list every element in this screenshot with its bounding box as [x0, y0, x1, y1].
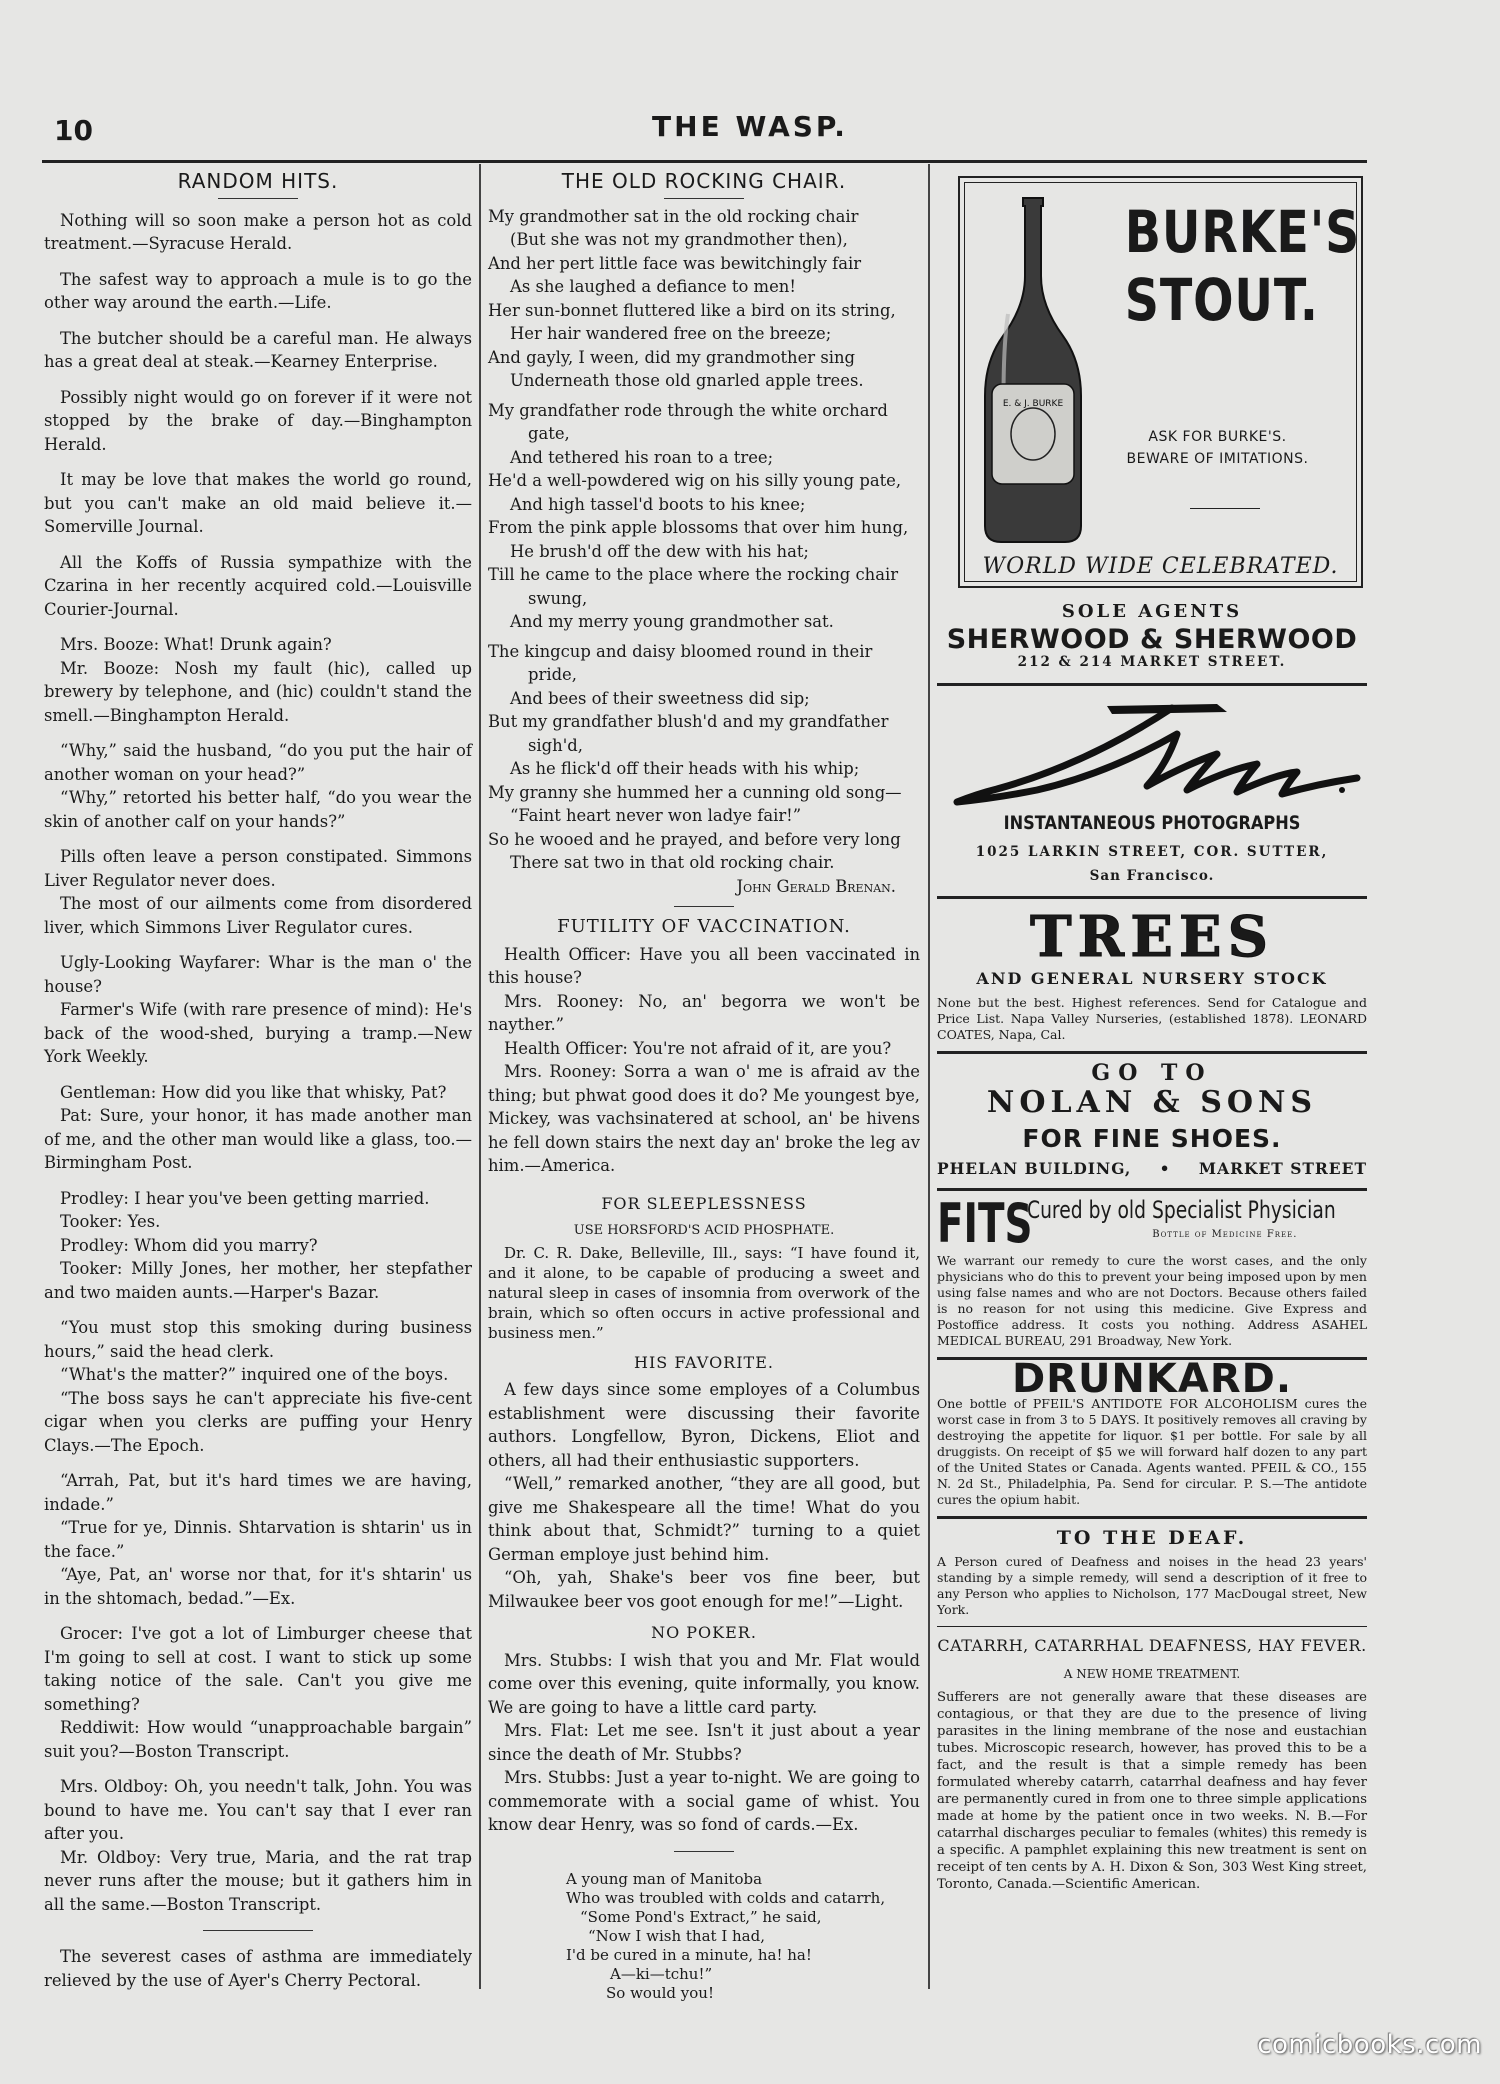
poem-line: He brush'd off the dew with his hat;	[510, 541, 809, 561]
poem-line: And gayly, I ween, did my grandmother sing	[488, 347, 856, 367]
divider	[937, 1626, 1367, 1627]
dialogue-line: Mrs. Flat: Let me see. Isn't it just about a year since the death of Mr. Stubbs?	[488, 1721, 920, 1764]
joke: Nothing will so soon make a person hot as cold treatment.—Syracuse Herald.	[44, 210, 472, 253]
page-number: 10	[54, 114, 93, 147]
dialogue-line: Mrs. Stubbs: Just a year to-night. We are going to commemorate with a social game of whist. You know dear Henry, was so fond of cards.—Ex.	[488, 1768, 920, 1834]
burke-beware-line: BEWARE OF IMITATIONS.	[1126, 451, 1309, 467]
limerick	[488, 1870, 920, 2003]
divider	[674, 906, 734, 907]
favorite-heading: HIS FAVORITE.	[634, 1352, 774, 1372]
watermark: comicbooks.com	[1257, 2030, 1482, 2060]
divider	[937, 1051, 1367, 1054]
poem-line: But my grandfather blush'd and my grandfather	[488, 712, 889, 731]
favorite-para: “Well,” remarked another, “they are all good, but give me Shakespeare all the time! What do you think about that, Schmidt?” turning to a quiet German employe just behind him.	[488, 1474, 920, 1564]
fits-body: We warrant our remedy to cure the worst cases, and the only physicians who do this to prevent your being imposed upon by men using false names and who are not Doctors. Because others failed is no reason for not using this medicine. Give Express and Postoffice address. It costs you nothing. Address ASAHEL MEDICAL BUREAU, 291 Broadway, New York.	[937, 1253, 1367, 1348]
joke-line: Pills often leave a person constipated. Simmons Liver Regulator never does.	[44, 847, 472, 890]
limerick-line: I'd be cured in a minute, ha! ha!	[566, 1945, 812, 1964]
poem-line: And tethered his roan to a tree;	[510, 447, 774, 467]
favorite-para: “Oh, yah, Shake's beer vos fine beer, but Milwaukee beer vos goot enough for me!”—Light.	[488, 1568, 920, 1611]
divider	[674, 1851, 734, 1852]
sherwood-address: 212 & 214 MARKET STREET.	[1017, 654, 1287, 670]
poem-line: Underneath those old gnarled apple trees.	[510, 371, 864, 390]
poem-line: My grandfather rode through the white orchard	[488, 400, 888, 420]
limerick-line: “Some Pond's Extract,” he said,	[580, 1907, 822, 1926]
thors-signature-logo	[937, 694, 1367, 812]
drunkard-body: One bottle of PFEIL'S ANTIDOTE FOR ALCOHOLISM cures the worst case in from 3 to 5 DAYS. It positively removes all craving by destroying the appetite for liquor. $1 per bottle. For sale by all druggists. On receipt of $5 we will forward half dozen to any part of the United States or Canada. Agents wanted. PFEIL & CO., 155 N. 2d St., Philadelphia, Pa. Send for circular. P. S.—The antidote cures the opium habit.	[937, 1395, 1367, 1507]
limerick-line: A—ki—tchu!”	[610, 1964, 713, 1983]
poem-line: swung,	[528, 588, 588, 608]
poem-line: There sat two in that old rocking chair.	[510, 853, 835, 872]
joke-line: Farmer's Wife (with rare presence of mind): He's back of the wood-shed, burying a tramp.—New York Weekly.	[44, 1000, 472, 1066]
deaf-title: TO THE DEAF.	[1056, 1526, 1248, 1549]
poem-line: Her hair wandered free on the breeze;	[510, 324, 832, 343]
joke: It may be love that makes the world go round, but you can't make an old maid believe it.—Somerville Journal.	[44, 470, 472, 536]
trees-body: None but the best. Highest references. Send for Catalogue and Price List. Napa Valley Nurseries, (established 1878). LEONARD COATES, Napa, Cal.	[937, 994, 1367, 1042]
masthead-title: THE WASP.	[652, 110, 848, 143]
poem-line: Her sun-bonnet fluttered like a bird on its string,	[488, 300, 896, 320]
joke-line: “You must stop this smoking during business hours,” said the head clerk.	[44, 1318, 472, 1361]
joke-line: Ugly-Looking Wayfarer: Whar is the man o' the house?	[44, 953, 472, 996]
catarrh-body: Sufferers are not generally aware that these diseases are contagious, or that they are due to the presence of living parasites in the lining membrane of the nose and eustachian tubes. Microscopic research, however, has proved this to be a fact, and the result is that a simple remedy has been formulated whereby catarrh, catarrhal deafness and hay fever are permanently cured in from one to three simple applications made at home by the patient once in two weeks. N. B.—For catarrhal discharges peculiar to females (whites) this remedy is a specific. A pamphlet explaining this new treatment is sent on receipt of ten cents by A. H. Dixon & Son, 303 West King street, Toronto, Canada.—Scientific American.	[937, 1689, 1367, 1892]
joke-line: Tooker: Yes.	[60, 1212, 161, 1231]
burke-title-line: STOUT.	[1124, 266, 1319, 334]
fits-title: FITS	[937, 1192, 1033, 1255]
poem-line: And high tassel'd boots to his knee;	[510, 494, 806, 514]
deaf-body: A Person cured of Deafness and noises in the head 23 years' standing by a simple remedy, will send a description of it free to any Person who applies to Nicholson, 177 MacDougal street, New York.	[937, 1554, 1367, 1617]
poem-line: As she laughed a defiance to men!	[510, 277, 796, 296]
fits-bottle: Bottle of Medicine Free.	[1152, 1228, 1298, 1240]
thors-address: 1025 LARKIN STREET, COR. SUTTER,	[975, 844, 1329, 860]
burkes-stout-ad	[958, 176, 1363, 588]
poem-stanza	[488, 205, 920, 393]
thors-signature-icon	[937, 694, 1367, 812]
favorite-para: A few days since some employes of a Columbus establishment were discussing their favorite authors. Longfellow, Byron, Dickens, Eliot and others, all had their enthusiastic supporters.	[488, 1380, 920, 1470]
poem-line: As he flick'd off their heads with his whip;	[510, 759, 860, 778]
joke-line: “Arrah, Pat, but it's hard times we are having, indade.”	[44, 1471, 472, 1514]
column-poems	[488, 168, 920, 2084]
thors-city: San Francisco.	[1089, 867, 1215, 884]
divider	[937, 683, 1367, 686]
nolan-goto: GO TO	[1091, 1059, 1213, 1086]
joke-line: “Aye, Pat, an' worse nor that, for it's shtarin' us in the shtomach, bedad.”—Ex.	[44, 1565, 472, 1608]
stout-bottle-icon	[978, 194, 1088, 544]
burke-world-wide: WORLD WIDE CELEBRATED.	[982, 553, 1339, 579]
limerick-line: Who was troubled with colds and catarrh,	[566, 1888, 886, 1907]
poem-author: John Gerald Brenan.	[736, 876, 896, 896]
joke: All the Koffs of Russia sympathize with the Czarina in her recently acquired cold.—Louisville Courier-Journal.	[44, 552, 472, 619]
joke-line: “Why,” said the husband, “do you put the hair of another woman on your head?”	[44, 741, 472, 784]
top-rule	[42, 160, 1367, 163]
poem-line: gate,	[528, 424, 570, 443]
limerick-line: So would you!	[606, 1983, 714, 2002]
thors-tagline: INSTANTANEOUS PHOTOGRAPHS	[1003, 811, 1301, 834]
dialogue-line: Mrs. Rooney: Sorra a wan o' me is afraid av the thing; but phwat good does it do? Me youngest bye, Mickey, was vachsinatered at school, an' be hivens he fell down stairs the next day an' broke the leg av him.—America.	[488, 1062, 920, 1175]
burke-ask-line: ASK FOR BURKE'S.	[1148, 429, 1287, 445]
poem-line: sigh'd,	[528, 735, 583, 755]
burke-title-line: BURKE'S	[1124, 198, 1361, 266]
poem-stanza	[488, 640, 920, 875]
fits-ad	[937, 1192, 1367, 1255]
drunkard-title: DRUNKARD.	[1011, 1356, 1293, 1402]
poem-line: And my merry young grandmother sat.	[510, 612, 834, 631]
trees-subtitle: AND GENERAL NURSERY STOCK	[976, 969, 1328, 988]
divider	[937, 896, 1367, 899]
fits-cured: Cured by old Specialist Physician	[1027, 1196, 1336, 1224]
vaccination-heading: FUTILITY OF VACCINATION.	[557, 916, 851, 937]
joke-line: “True for ye, Dinnis. Shtarvation is shtarin' us in the face.”	[44, 1518, 472, 1561]
joke-line: Mrs. Oldboy: Oh, you needn't talk, John. You was bound to have me. You can't say that I ever ran after you.	[44, 1777, 472, 1843]
catarrh-title: CATARRH, CATARRHAL DEAFNESS, HAY FEVER.	[937, 1636, 1367, 1655]
bottle-label: E. & J. BURKE	[1002, 399, 1064, 409]
joke-line: Pat: Sure, your honor, it has made another man of me, and the other man would like a glass, too.—Birmingham Post.	[44, 1106, 472, 1172]
sleeplessness-subheading: USE HORSFORD'S ACID PHOSPHATE.	[573, 1223, 835, 1238]
sole-agents: SOLE AGENTS	[1061, 601, 1243, 622]
dialogue-line: Mrs. Rooney: No, an' begorra we won't be nayther.”	[488, 991, 920, 1034]
limerick-line: “Now I wish that I had,	[588, 1926, 765, 1945]
joke-line: Tooker: Milly Jones, her mother, her stepfather and two maiden aunts.—Harper's Bazar.	[44, 1259, 472, 1302]
poem-line: He'd a well-powdered wig on his silly young pate,	[488, 471, 902, 490]
dialogue-line: Health Officer: Have you all been vaccinated in this house?	[488, 944, 920, 987]
dialogue-line: Mrs. Stubbs: I wish that you and Mr. Flat would come over this evening, quite informally, you know. We are going to have a little card party.	[488, 1650, 920, 1717]
rocking-chair-heading: THE OLD ROCKING CHAIR.	[561, 169, 847, 193]
poem-line: pride,	[528, 665, 577, 684]
burke-ask	[1105, 426, 1330, 470]
nolan-street: MARKET STREET	[1198, 1158, 1367, 1178]
column-advertisements	[937, 168, 1367, 2084]
joke-line: “What's the matter?” inquired one of the boys.	[60, 1365, 449, 1384]
joke-line: “Why,” retorted his better half, “do you wear the skin of another calf on your hands?”	[44, 788, 472, 831]
joke-line: Grocer: I've got a lot of Limburger cheese that I'm going to sell at cost. I want to stick up some taking notice of the sale. Can't you give me something?	[44, 1624, 472, 1714]
poem-line: My granny she hummed her a cunning old song—	[488, 782, 902, 802]
joke: The safest way to approach a mule is to go the other way around the earth.—Life.	[44, 269, 472, 312]
no-poker-heading: NO POKER.	[651, 1623, 757, 1642]
trees-title: TREES	[1029, 904, 1275, 970]
nolan-shoes: FOR FINE SHOES.	[1022, 1124, 1282, 1153]
joke-line: Prodley: I hear you've been getting married.	[60, 1188, 430, 1208]
asthma-ad: The severest cases of asthma are immediately relieved by the use of Ayer's Cherry Pectoral.	[44, 1947, 472, 1990]
joke-line: Mrs. Booze: What! Drunk again?	[60, 635, 332, 654]
column-random-hits	[44, 168, 472, 2084]
joke-line: Mr. Oldboy: Very true, Maria, and the rat trap never runs after the mouse; but it gathers him in all the same.—Boston Transcript.	[44, 1847, 472, 1914]
sleeplessness-heading: FOR SLEEPLESSNESS	[601, 1193, 807, 1213]
poem-line: “Faint heart never won ladye fair!”	[510, 806, 802, 825]
nolan-building: PHELAN BUILDING,	[937, 1158, 1132, 1178]
joke-line: The most of our ailments come from disordered liver, which Simmons Liver Regulator cures.	[44, 894, 472, 937]
joke: The butcher should be a careful man. He always has a great deal at steak.—Kearney Enterprise.	[44, 328, 472, 371]
nolan-name: NOLAN & SONS	[986, 1085, 1318, 1120]
column-divider	[928, 164, 930, 1989]
poem-line: So he wooed and he prayed, and before very long	[488, 829, 901, 849]
joke-line: Mr. Booze: Nosh my fault (hic), called up brewery by telephone, and (hic) couldn't stand the smell.—Binghampton Herald.	[44, 658, 472, 725]
joke-line: Gentleman: How did you like that whisky, Pat?	[60, 1082, 447, 1102]
poem-line: (But she was not my grandmother then),	[510, 230, 848, 249]
poem-line: My grandmother sat in the old rocking chair	[488, 206, 859, 226]
joke-line: Prodley: Whom did you marry?	[60, 1235, 318, 1255]
divider	[218, 198, 298, 199]
poem-line: Till he came to the place where the rocking chair	[488, 565, 899, 584]
sherwood-name: SHERWOOD & SHERWOOD	[946, 623, 1358, 655]
poem-line: The kingcup and daisy bloomed round in their	[488, 641, 873, 661]
random-hits-heading: RANDOM HITS.	[177, 169, 339, 193]
divider	[937, 1188, 1367, 1191]
divider	[203, 1930, 313, 1931]
divider	[937, 1516, 1367, 1519]
dialogue-line: Health Officer: You're not afraid of it, are you?	[504, 1038, 892, 1058]
joke: Possibly night would go on forever if it were not stopped by the brake of day.—Binghampton Herald.	[44, 387, 472, 454]
poem-stanza	[488, 399, 920, 634]
divider	[664, 198, 744, 199]
fits-header	[1027, 1196, 1423, 1246]
joke-line: “The boss says he can't appreciate his five-cent cigar when you clerks are puffing your Henry Clays.—The Epoch.	[44, 1388, 472, 1455]
column-divider	[479, 164, 481, 1989]
poem-line: And bees of their sweetness did sip;	[510, 688, 810, 708]
nolan-address	[937, 1157, 1367, 1181]
nolan-separator: •	[1159, 1158, 1171, 1178]
limerick-line: A young man of Manitoba	[566, 1869, 763, 1888]
sleeplessness-text: Dr. C. R. Dake, Belleville, Ill., says: “I have found it, and it alone, to be capable of producing a sweet and natural sleep in cases of insomnia from overwork of the brain, which so often occurs in active professional and business men.”	[488, 1243, 920, 1342]
poem-line: And her pert little face was bewitchingly fair	[488, 253, 862, 273]
divider	[1190, 508, 1260, 509]
joke-line: Reddiwit: How would “unapproachable bargain” suit you?—Boston Transcript.	[44, 1718, 472, 1761]
burke-title	[1124, 198, 1361, 334]
poem-line: From the pink apple blossoms that over him hung,	[488, 518, 909, 537]
catarrh-subtitle: A NEW HOME TREATMENT.	[1063, 1667, 1241, 1681]
